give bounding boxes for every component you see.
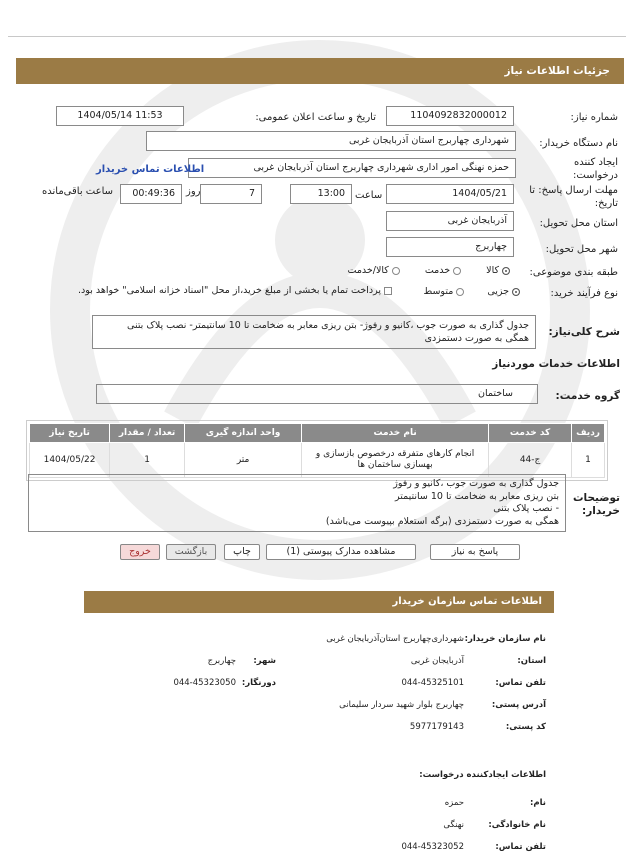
province-label: استان محل تحویل: — [539, 218, 618, 229]
services-table-wrap — [26, 420, 608, 481]
need-number-label: شماره نیاز: — [570, 112, 618, 123]
need-number-field: 1104092832000012 — [386, 106, 514, 126]
col-header: کد خدمت — [489, 424, 572, 443]
category-radio-group — [320, 265, 510, 276]
cell-quantity: 1 — [110, 443, 185, 478]
category-option-goods[interactable] — [486, 265, 510, 276]
service-group-value: ساختمان — [478, 388, 513, 399]
remaining-label: ساعت باقی‌مانده — [42, 186, 114, 197]
buyer-notes-line: جدول گذاری به صورت جوب ،کانیو و رفوژ — [393, 478, 559, 489]
service-group-box — [96, 384, 538, 404]
radio-checked-icon — [512, 288, 520, 296]
phone-label: تلفن تماس: — [495, 678, 546, 688]
name-label: نام: — [529, 798, 546, 808]
address-label: آدرس پستی: — [491, 700, 546, 710]
radio-unchecked-icon — [453, 267, 461, 275]
payment-note — [52, 285, 392, 296]
announce-field: 1404/05/14 11:53 — [56, 106, 184, 126]
city-label: شهر محل تحویل: — [545, 244, 618, 255]
category-option-both[interactable] — [348, 265, 400, 276]
page-header: جزئیات اطلاعات نیاز — [16, 58, 624, 84]
city-contact-label: شهر: — [253, 656, 276, 666]
service-group-label: گروه خدمت: — [555, 390, 620, 402]
category-label: طبقه بندی موضوعی: — [529, 267, 618, 278]
services-title: اطلاعات خدمات موردنیاز — [492, 358, 620, 370]
reply-button[interactable]: پاسخ به نیاز — [430, 544, 520, 560]
radio-checked-icon — [502, 267, 510, 275]
description-box — [92, 315, 536, 349]
category-option-label: خدمت — [424, 265, 451, 276]
days-label: روز — [186, 186, 201, 197]
services-table — [29, 423, 605, 478]
process-radio-group — [390, 286, 520, 297]
org-value: شهرداری‌چهاربرج استان‌آذربایجان غربی — [326, 634, 464, 644]
buyer-notes-line: همگی به صورت دستمزدی (برگه استعلام بپیوست می‌باشد) — [325, 515, 559, 527]
creator-field: حمزه نهنگی امور اداری شهرداری چهاربرج استان آذربایجان غربی — [188, 158, 516, 178]
exit-button[interactable]: خروج — [120, 544, 160, 560]
buyer-label: نام دستگاه خریدار: — [539, 138, 618, 149]
cell-service-name: انجام کارهای متفرقه درخصوص بازسازی و بهسازی ساختمان ها — [302, 443, 489, 478]
process-option-medium[interactable] — [423, 286, 464, 297]
description-label: شرح کلی‌نیاز: — [548, 326, 620, 338]
radio-unchecked-icon — [456, 288, 464, 296]
name-value: حمزه — [444, 798, 464, 808]
radio-unchecked-icon — [392, 267, 400, 275]
org-label: نام سازمان خریدار: — [464, 634, 546, 644]
deadline-label: مهلت ارسال پاسخ: تا تاریخ: — [529, 185, 618, 209]
description-line: همگی به صورت دستمزدی — [424, 333, 529, 344]
buyer-notes-line: بتن ریزی معابر به ضخامت تا 10 سانتیمتر — [395, 490, 559, 502]
category-option-label: کالا/خدمت — [347, 265, 389, 276]
cell-unit: متر — [185, 443, 302, 478]
announce-label: تاریخ و ساعت اعلان عمومی: — [255, 112, 376, 123]
cell-service-code: ج-44 — [489, 443, 572, 478]
postal-value: 5977179143 — [409, 722, 464, 732]
category-option-service[interactable] — [425, 265, 461, 276]
phone-value: 044-45325101 — [401, 678, 464, 688]
days-field: 7 — [200, 184, 262, 204]
remaining-time-field: 00:49:36 — [120, 184, 182, 204]
top-divider — [8, 36, 626, 37]
time-label: ساعت — [355, 190, 383, 201]
col-header: تاریخ نیاز — [30, 424, 110, 443]
address-value: چهاربرج بلوار شهید سردار سلیمانی — [339, 700, 464, 710]
fax-label: دورنگار: — [241, 678, 276, 688]
postal-label: کد پستی: — [505, 722, 546, 732]
cell-row-number: 1 — [572, 443, 605, 478]
province-field: آذربایجان غربی — [386, 211, 514, 231]
city-field: چهاربرج — [386, 237, 514, 257]
contact-header: اطلاعات تماس سازمان خریدار — [84, 591, 554, 613]
city-contact-value: چهاربرج — [207, 656, 236, 666]
payment-note-text: پرداخت تمام یا بخشی از مبلغ خرید،از محل "اسناد خزانه اسلامی" خواهد بود. — [78, 285, 381, 296]
family-value: نهنگی — [443, 820, 464, 830]
col-header: واحد اندازه گیری — [185, 424, 302, 443]
deadline-time-field: 13:00 — [290, 184, 352, 204]
process-option-label: متوسط — [423, 286, 454, 297]
process-option-label: جزیی — [487, 286, 509, 297]
fax-value: 044-45323050 — [173, 678, 236, 688]
creator-phone-value: 044-45323052 — [401, 842, 464, 852]
table-row — [30, 443, 605, 478]
family-label: نام خانوادگی: — [488, 820, 546, 830]
creator-phone-label: تلفن تماس: — [495, 842, 546, 852]
creator-info-title: اطلاعات ایجادکننده درخواست: — [419, 770, 546, 780]
deadline-date-field: 1404/05/21 — [386, 184, 514, 204]
checkbox-icon[interactable] — [384, 287, 392, 295]
col-header: تعداد / مقدار — [110, 424, 185, 443]
province-contact-label: استان: — [517, 656, 546, 666]
buyer-notes-label: توضیحات خریدار: — [572, 492, 620, 517]
col-header: ردیف — [572, 424, 605, 443]
attachments-button[interactable]: مشاهده مدارک پیوستی (1) — [266, 544, 416, 560]
col-header: نام خدمت — [302, 424, 489, 443]
description-line: جدول گذاری به صورت جوب ،کانیو و رفوژ- بتن ریزی معابر به ضخامت تا 10 سانتیمتر- نصب پلاک بتنی — [127, 320, 529, 331]
buyer-notes-line: - نصب پلاک بتنی — [493, 503, 559, 514]
process-option-minor[interactable] — [487, 286, 520, 297]
category-option-label: کالا — [486, 265, 499, 276]
buyer-notes-box — [28, 474, 566, 532]
buyer-contact-link[interactable]: اطلاعات تماس خریدار — [96, 164, 205, 175]
print-button[interactable]: چاپ — [224, 544, 260, 560]
cell-need-date: 1404/05/22 — [30, 443, 110, 478]
process-label: نوع فرآیند خرید: — [550, 288, 618, 299]
creator-label: ایجاد کننده درخواست: — [573, 157, 618, 181]
buyer-field: شهرداری چهاربرج استان آذربایجان غربی — [146, 131, 516, 151]
province-contact-value: آذربایجان غربی — [410, 656, 464, 666]
back-button[interactable]: بازگشت — [166, 544, 216, 560]
